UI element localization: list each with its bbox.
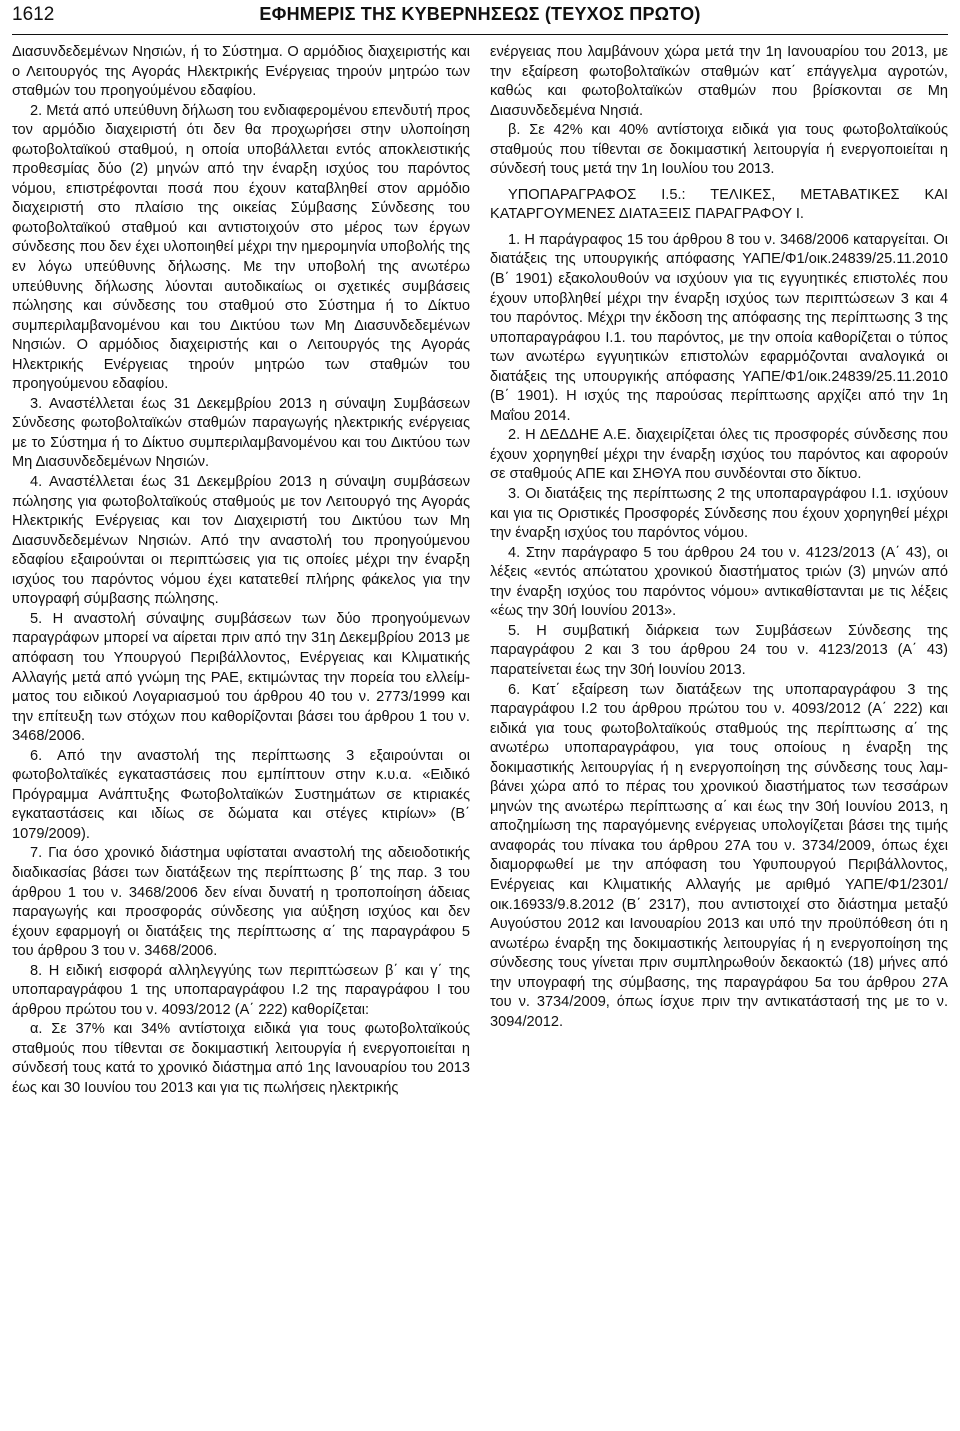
- paragraph: 4. Αναστέλλεται έως 31 Δεκεμβρίου 2013 η σύναψη συμβάσεων πώλησης για φωτοβολταϊκούς σταθμούς με τον Λειτουργό της Αγοράς Ηλεκτρικής Ενέργειας και τον Διαχειριστή του Δικτύου των Μη Διασυνδεδεμένων Νησιών. Από την αναστολή του προηγούμενου εδαφίου εξαιρούνται οι περιπτώσεις για τις οποίες μέχρι την έναρξη ισχύος του παρόντος νόμου έχει κατατεθεί πλήρης φάκελος για την υπογραφή σύμβασης πώλησης.: [12, 474, 470, 608]
- paragraph: 3. Οι διατάξεις της περίπτωσης 2 της υποπαραγράφου Ι.1. ισχύουν και για τις Οριστικές Προσφορές Σύνδεσης που έχουν χορηγηθεί μέχρι την έναρξη ισχύος του παρόντος νόμου.: [490, 486, 948, 542]
- page-number: 1612: [12, 4, 55, 25]
- text-columns: [12, 43, 948, 1099]
- left-column: [12, 43, 470, 1099]
- paragraph: 5. Η συμβατική διάρκεια των Συμβάσεων Σύνδεσης της παραγράφου 2 και 3 του άρθρου 24 του ν. 4123/2013 (Α΄ 43) παρατείνεται έως την 30ή Ιουνίου 2013.: [490, 622, 948, 678]
- paragraph: 5. Η αναστολή σύναψης συμβάσεων των δύο προηγούμενων παραγράφων μπορεί να αίρεται πριν από την 31η Δεκεμβρίου 2013 με απόφαση του Υπουργού Περιβάλλοντος, Ενέργειας και Κλιματικής Αλλαγής μετά από γνώμη της ΡΑΕ, εκτιμώντας την πορεία του ελλείμματος του ειδικού Λογαριασμού του άρθρου 40 του ν. 2773/1999 και την επίτευξη των στόχων που καθορίζονται βάσει του άρθρου 1 του ν. 3468/2006.: [12, 610, 470, 745]
- paragraph: α. Σε 37% και 34% αντίστοιχα ειδικά για τους φωτοβολταϊκούς σταθμούς που τίθενται σε δοκιμαστική λειτουργία ή ενεργοποιείται η σύνδεσή τους κατά το χρονικό διάστημα από 1ης Ιανουαρίου του 2013 έως και 30 Ιουνίου του 2013 και για τις πωλήσεις ηλεκτρικής: [12, 1021, 470, 1096]
- paragraph: 6. Από την αναστολή της περίπτωσης 3 εξαιρούνται οι φωτοβολταϊκές εγκαταστάσεις που εμπίπτουν στην κ.υ.α. «Ειδικό Πρόγραμμα Ανάπτυξης Φωτοβολταϊκών Συστημάτων σε κτιριακές εγκαταστάσεις και ιδίως σε δώματα και στέγες κτιρίων» (Β΄ 1079/2009).: [12, 747, 470, 842]
- paragraph: 6. Κατ΄ εξαίρεση των διατάξεων της υποπαραγράφου 3 της παραγράφου Ι.2 του άρθρου πρώτου του ν. 4093/2012 (Α΄ 222) και ειδικά για τους φωτοβολταϊκούς σταθμούς της περίπτωσης α΄ της ανωτέρω υποπαραγράφου, για τους οποίους η έναρξη της δοκιμαστικής λειτουργίας ή η ενεργοποίηση της σύνδεσης τους λαμβάνει χώρα από το πέρας του χρονικού διαστήματος των τεσσάρων μηνών της ανωτέρω περίπτωσης α΄ και έως την 30ή Ιουνίου 2013, η αποζημίωση της παραγόμενης ενέργειας υπολογίζεται βάσει της τιμής αναφοράς του πίνακα του άρθρου 27Α του ν. 3734/2009, όπως έχει διαμορφωθεί με την απόφαση του Υφυπουργού Περιβάλλοντος, Ενέργειας και Κλιματικής Αλλαγής με αριθμό ΥΑΠΕ/Φ1/2301/οικ.16933/9.8.2012 (Β΄ 2317), που αντιστοιχεί στο διάστημα μεταξύ Αυγούστου 2012 και Ιανουαρίου 2013 και υπό την προϋπόθεση ότι η ανωτέρω έναρξη της δοκιμαστικής λειτουργίας ή η ενεργοποίηση της σύνδεσης τους γίνεται πριν συμπληρωθούν δεκαοκτώ (18) μήνες από την υπογραφή της σύμβασης, της παραγράφου 5α του άρθρου 27Α του ν. 3734/2009, όπως ίσχυε πριν την αντικατάστασή της με το ν. 3094/2012.: [490, 681, 948, 1030]
- section-heading: ΥΠΟΠΑΡΑΓΡΑΦΟΣ Ι.5.: ΤΕΛΙΚΕΣ, ΜΕΤΑΒΑΤΙΚΕΣ ΚΑΙ ΚΑΤΑΡΓΟΥΜΕΝΕΣ ΔΙΑΤΑΞΕΙΣ ΠΑΡΑΓΡΑΦΟΥ Ι.: [490, 186, 948, 223]
- paragraph: ενέργειας που λαμβάνουν χώρα μετά την 1η Ιανουαρίου του 2013, με την εξαίρεση φωτοβολταϊκών σταθμών κατ΄ επάγγελμα αγροτών, καθώς και φωτοβολταϊκών σταθμών που βρίσκονται σε Μη Διασυνδεδεμένα Νησιά.: [490, 44, 948, 119]
- journal-title: ΕΦΗΜΕΡΙΣ ΤΗΣ ΚΥΒΕΡΝΗΣΕΩΣ (ΤΕΥΧΟΣ ΠΡΩΤΟ): [259, 4, 701, 24]
- paragraph: β. Σε 42% και 40% αντίστοιχα ειδικά για τους φωτοβολταϊκούς σταθμούς που τίθενται σε δοκιμαστική λειτουργία ή ενεργοποιείται η σύνδεσή τους μετά την 1η Ιουλίου του 2013.: [490, 122, 948, 178]
- paragraph: 4. Στην παράγραφο 5 του άρθρου 24 του ν. 4123/2013 (Α΄ 43), οι λέξεις «εντός απώτατου χρονικού διαστήματος τριών (3) μηνών από την έναρξη ισχύος του παρόντος νόμου» αντικαθίστανται με τις λέξεις «έως την 30ή Ιουνίου 2013».: [490, 544, 948, 620]
- paragraph: 3. Αναστέλλεται έως 31 Δεκεμβρίου 2013 η σύναψη Συμβάσεων Σύνδεσης φωτοβολταϊκών σταθμών παραγωγής ηλεκτρικής ενέργειας με το Σύστημα ή το Δίκτυο συμπεριλαμβανομένου και του Δικτύου των Μη Διασυνδεδεμένων Νησιών.: [12, 395, 470, 471]
- paragraph: 1. Η παράγραφος 15 του άρθρου 8 του ν. 3468/2006 καταργείται. Οι διατάξεις της υπουργικής απόφασης ΥΑΠΕ/Φ1/οικ.24839/25.11.2010 (Β΄ 1901) εξακολουθούν να ισχύουν για τις εγγυητικές επιστολές που έχουν υποβληθεί μέχρι την έναρξη ισχύος των περιπτώσεων 3 και 4 του παρόντος. Μέχρι την έκδοση της απόφασης της περίπτωσης 3 της υποπαραγράφου Ι.1. του παρόντος, με την οποία καθορίζεται ο τύπος των ανωτέρω εγγυητικών επιστολών εφαρμόζονται αναλογικά οι διατάξεις της υπουργικής απόφασης ΥΑΠΕ/Φ1/οικ.24839/25.11.2010 (Β΄ 1901). Η ισχύς της παρούσας περίπτωσης αρχίζει από την 1η Μαΐου 2014.: [490, 231, 948, 424]
- paragraph: 8. Η ειδική εισφορά αλληλεγγύης των περιπτώσεων β΄ και γ΄ της υποπαραγράφου 1 της υποπαραγράφου Ι.2 της παραγράφου Ι του άρθρου πρώτου του ν. 4093/2012 (Α΄ 222) καθορίζεται:: [12, 962, 470, 1018]
- paragraph: Διασυνδεδεμένων Νησιών, ή το Σύστημα. Ο αρμόδιος διαχειριστής και ο Λειτουργός της Αγοράς Ηλεκτρικής Ενέργειας τηρούν μητρώο των σταθμών του προηγούμένου εδαφίου.: [12, 44, 470, 100]
- paragraph: 2. Μετά από υπεύθυνη δήλωση του ενδιαφερομένου επενδυτή προς τον αρμόδιο διαχειριστή ότι δεν θα προχωρήσει στην υλοποίηση φωτοβολταϊκού σταθμού, η οποία υποβάλλεται εντός αποκλειστικής προθεσμίας δύο (2) μηνών από την έναρξη ισχύος του παρόντος νόμου, επιστρέφονται ποσά που έχουν καταβληθεί στον αρμόδιο διαχειριστή στο πλαίσιο της οικείας Σύμβασης Σύνδεσης του φωτοβολταϊκού σταθμού και αντιστοιχούν στο μέρος των έργων σύνδεσης που δεν έχει υλοποιηθεί μέχρι την ημερομηνία υποβολής της εν λόγω υπεύθυνης δήλωσης. Με την υποβολή της ανωτέρω υπεύθυνης δήλωσης λύονται αυτοδικαίως οι σχετικές συμβάσεις πώλησης και σύνδεσης του σταθμού στο Σύστημα ή το Δίκτυο συμπεριλαμβανομένου και του Δικτύου των Μη Διασυνδεδεμένων Νησιών. Ο αρμόδιος διαχειριστής και ο Λειτουργός της Αγοράς Ηλεκτρικής Ενέργειας τηρούν μητρώο των σταθμών του προηγούμενου εδαφίου.: [12, 102, 470, 393]
- paragraph: 2. Η ΔΕΔΔΗΕ Α.Ε. διαχειρίζεται όλες τις προσφορές σύνδεσης που έχουν χορηγηθεί μέχρι την έναρξη ισχύος του παρόντος και αφορούν σε σταθμούς ΑΠΕ και ΣΗΘΥΑ που συνδέονται στο δίκτυο.: [490, 427, 948, 483]
- right-column: [490, 43, 948, 1099]
- paragraph: 7. Για όσο χρονικό διάστημα υφίσταται αναστολή της αδειοδοτικής διαδικασίας βάσει των διατάξεων της περίπτωσης β΄ της παρ. 3 του άρθρου 1 του ν. 3468/2006 δεν είναι δυνατή η τροποποίηση άδειας παραγωγής και προσφοράς σύνδεσης για αύξηση ισχύος και δεν έχουν εφαρμογή οι διατάξεις της περίπτωσης α΄ της παραγράφου 5 του άρθρου 3 του ν. 3468/2006.: [12, 845, 470, 960]
- page-header: [12, 0, 948, 35]
